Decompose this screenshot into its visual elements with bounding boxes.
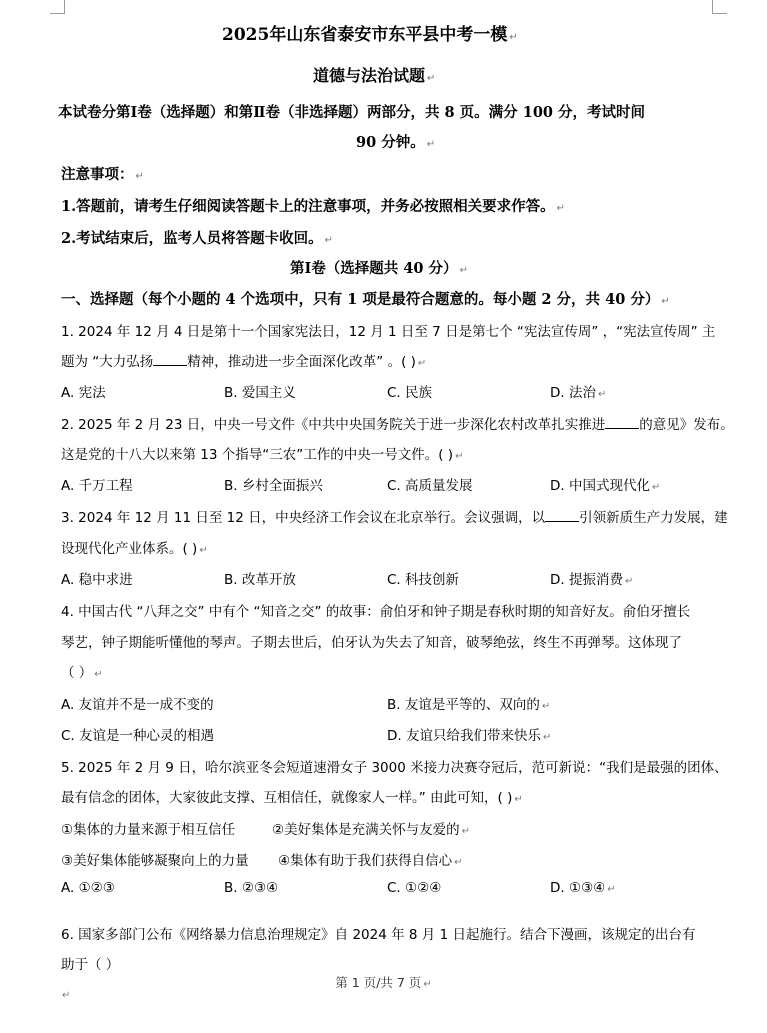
notice-item-2: 2.考试结束后，监考人员将答题卡收回。 ↵ bbox=[61, 230, 334, 247]
question-2-line-1: 2. 2025 年 2 月 23 日，中央一号文件《中共中央国务院关于进一步深化农村改革扎实推进 的意见》发布。 bbox=[61, 417, 734, 433]
question-4-line-2: 琴艺，钟子期能听懂他的琴声。子期去世后，伯牙认为失去了知音，破琴绝弦，终生不再弹琴。这体现了 bbox=[61, 635, 682, 651]
q1-option-b: B. 爱国主义 bbox=[224, 385, 296, 401]
crop-mark-top-right bbox=[712, 0, 727, 14]
q2-option-c: C. 高质量发展 bbox=[387, 478, 473, 494]
question-3-line-2: 设现代化产业体系。( ) ↵ bbox=[61, 541, 208, 557]
q1-option-d: D. 法治 ↵ bbox=[550, 385, 607, 401]
q4-option-a: A. 友谊并不是一成不变的 bbox=[61, 697, 214, 713]
q4-option-d: D. 友谊只给我们带来快乐 ↵ bbox=[387, 728, 552, 744]
section-title: 第Ⅰ卷（选择题共 40 分） ↵ bbox=[290, 260, 468, 277]
q3-option-a: A. 稳中求进 bbox=[61, 572, 133, 588]
question-5-line-2: 最有信念的团体，大家彼此支撑、互相信任，就像家人一样。” 由此可知，( ) ↵ bbox=[61, 790, 523, 806]
answer-blank bbox=[605, 416, 639, 429]
question-4-line-3: （ ） ↵ bbox=[61, 665, 103, 681]
q4-option-b: B. 友谊是平等的、双向的 ↵ bbox=[387, 697, 551, 713]
page-footer: 第 1 页/共 7 页 ↵ bbox=[335, 975, 432, 990]
exam-subtitle: 道德与法治试题 ↵ bbox=[313, 66, 436, 85]
question-3-line-1: 3. 2024 年 12 月 11 日至 12 日，中央经济工作会议在北京举行。会议强调，以 引领新质生产力发展，建 bbox=[61, 510, 728, 526]
answer-blank bbox=[153, 353, 187, 366]
answer-blank bbox=[545, 509, 579, 522]
question-6-line-1: 6. 国家多部门公布《网络暴力信息治理规定》自 2024 年 8 月 1 日起施行。结合下漫画，该规定的出台有 bbox=[61, 927, 696, 943]
notice-item-1: 1.答题前，请考生仔细阅读答题卡上的注意事项，并务必按照相关要求作答。 ↵ bbox=[61, 198, 566, 215]
q5-option-b: B. ②③④ bbox=[224, 880, 279, 896]
q5-statement-3: ③美好集体能够凝聚向上的力量 bbox=[61, 853, 249, 869]
q5-option-a: A. ①②③ bbox=[61, 880, 115, 896]
question-5-line-1: 5. 2025 年 2 月 9 日，哈尔滨亚冬会短道速滑女子 3000 米接力决赛夺冠后，范可新说：“我们是最强的团体、 bbox=[61, 760, 728, 776]
q3-option-c: C. 科技创新 bbox=[387, 572, 460, 588]
question-1-line-1: 1. 2024 年 12 月 4 日是第十一个国家宪法日，12 月 1 日至 7 日是第七个 “宪法宣传周” ，“宪法宣传周” 主 bbox=[61, 324, 716, 340]
intro-line-2: 90 分钟。 ↵ bbox=[356, 134, 436, 151]
exam-title: 2025年山东省泰安市东平县中考一模 ↵ bbox=[222, 25, 518, 45]
question-4-line-1: 4. 中国古代 “八拜之交” 中有个 “知音之交” 的故事：俞伯牙和钟子期是春秋时期的知音好友。俞伯牙擅长 bbox=[61, 604, 691, 620]
q1-option-c: C. 民族 bbox=[387, 385, 433, 401]
q1-option-a: A. 宪法 bbox=[61, 385, 106, 401]
q5-statement-2: ②美好集体是充满关怀与友爱的 ↵ bbox=[272, 822, 470, 838]
q3-option-d: D. 提振消费 ↵ bbox=[550, 572, 634, 588]
q2-option-d: D. 中国式现代化 ↵ bbox=[550, 478, 661, 494]
intro-line-1: 本试卷分第Ⅰ卷（选择题）和第Ⅱ卷（非选择题）两部分，共 8 页。满分 100 分，考试时间 bbox=[58, 104, 646, 121]
q5-option-d: D. ①③④ ↵ bbox=[550, 880, 616, 896]
q5-statement-1: ①集体的力量来源于相互信任 bbox=[61, 822, 236, 838]
q4-option-c: C. 友谊是一种心灵的相遇 bbox=[61, 728, 215, 744]
part-heading: 一、选择题（每个小题的 4 个选项中，只有 1 项是最符合题意的。每小题 2 分，共 40 分） ↵ bbox=[61, 291, 670, 308]
q2-option-b: B. 乡村全面振兴 bbox=[224, 478, 323, 494]
q5-option-c: C. ①②④ bbox=[387, 880, 442, 896]
notice-heading: 注意事项： ↵ bbox=[61, 166, 144, 183]
q2-option-a: A. 千万工程 bbox=[61, 478, 133, 494]
paragraph-mark: ↵ bbox=[62, 990, 71, 1001]
question-1-line-2: 题为 “大力弘扬 精神，推动进一步全面深化改革” 。( ) ↵ bbox=[61, 354, 427, 370]
q5-statement-4: ④集体有助于我们获得自信心 ↵ bbox=[278, 853, 463, 869]
question-6-line-2: 助于（ ） bbox=[61, 957, 120, 973]
q3-option-b: B. 改革开放 bbox=[224, 572, 296, 588]
crop-mark-top-left bbox=[50, 0, 65, 14]
question-2-line-2: 这是党的十八大以来第 13 个指导“三农”工作的中央一号文件。( ) ↵ bbox=[61, 447, 464, 463]
